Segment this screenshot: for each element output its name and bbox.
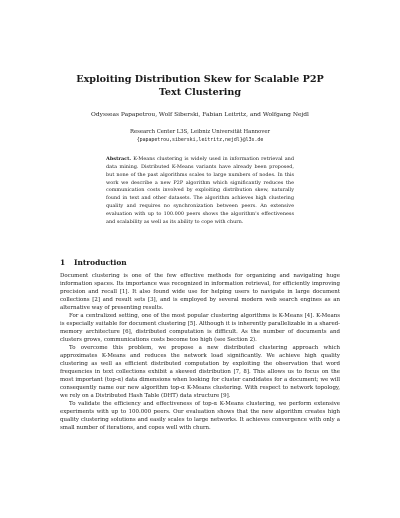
paragraph: To overcome this problem, we propose a new distributed clustering approach which approximates K-Means and reduces the network load significantly. We achieve high quality clustering as well as efficient distributed computation by exploiting the observation that word frequencies in text collections exhibit a skewed distribution [7, 8]. This allows us to focus on the most important (top-α) data dimensions when looking for cluster candidates for a document; we will consequently name our new algorithm top-α K-Means clustering. With respect to network topology, we rely on a Distributed Hash Table (DHT) data structure [9]. [60,345,340,399]
abstract-label: Abstract. [106,156,132,162]
abstract-text: K-Means clustering is widely used in information retrieval and data mining. Distributed K-Means variants have already been proposed, but none of the past algorithms scales to large numbers of nodes. In this work we describe a new P2P algorithm which significantly reduces the communication costs involved by exploiting distribution skew, naturally found in text and other datasets. The algorithm achieves high clustering quality and requires no synchronization between peers. An extensive evaluation with up to 100.000 peers shows the algorithm's effectiveness and scalability as well as its ability to cope with churn. [106,156,294,225]
paragraph: Document clustering is one of the few effective methods for organizing and navigating huge information spaces. Its importance was recognized in information retrieval, for efficiently improving precision and recall [1]. It also found wide use for helping users to navigate in large document collections [2] and result sets [3], and is employed by several modern web search engines as an alternative way of presenting results. [60,273,340,311]
introduction-body [60,272,340,432]
affiliation: Research Center L3S, Leibniz Universität Hannover [129,129,270,135]
section-heading [60,258,340,268]
section-number: 1 [60,258,66,267]
paragraph: To validate the efficiency and effectiveness of top-α K-Means clustering, we perform extensive experiments with up to 100.000 peers. Our evaluation shows that the new algorithm creates high quality clustering solutions and easily scales to large networks. It achieves convergence with only a small number of iterations, and copes well with churn. [60,401,340,431]
title-line-1: Exploiting Distribution Skew for Scalable P2P [76,74,324,85]
author-list: Odysseas Papapetrou, Wolf Siberski, Fabian Leitritz, and Wolfgang Nejdl [91,112,309,118]
section-title: Introduction [74,258,127,267]
author-emails: {papapetrou,siberski,leitritz,nejdl}@l3s.de [136,136,264,143]
paper-title [40,73,360,99]
abstract [106,156,294,227]
title-line-2: Text Clustering [158,87,242,98]
paragraph: For a centralized setting, one of the most popular clustering algorithms is K-Means [4]. K-Means is especially suitable for document clustering [5]. Although it is inherently parallelizable in a shared-memory architecture [6], distributed computation is difficult. As the number of documents and clusters grows, communications costs become too high (see Section 2). [60,313,340,343]
affiliation-block [40,129,360,144]
